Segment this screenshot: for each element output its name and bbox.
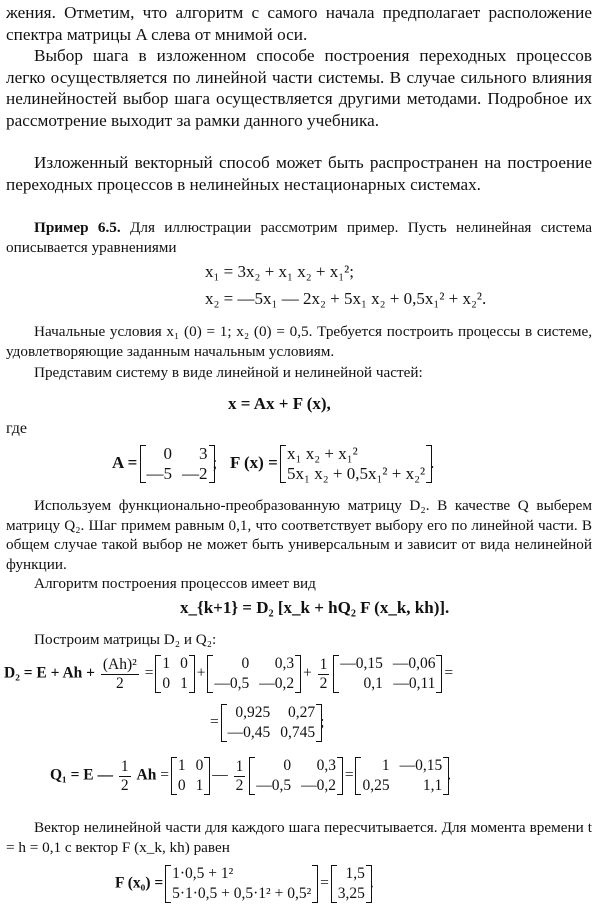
paragraph-9: Вектор нелинейной части для каждого шага пересчитывается. Для момента времени t = h = 0,1 с вектор F (x_k, kh) равен: [6, 819, 592, 856]
Q1-result-matrix: 1 —0,15 0,25 1,1: [357, 756, 447, 796]
identity-matrix: 1 0 0 1: [157, 654, 193, 694]
fraction-Ah2: $\frac{\text{(Ah)²}}{2}$: [102, 655, 137, 692]
F-label: F (x) =: [230, 452, 278, 472]
equation-Fx0: F (x₀) = 1·0,5 + 1² 5·1·0,5 + 0,5·1² + 0,5² = 1,5 3,25 .: [115, 865, 374, 902]
equation-3: x = Ax + F (x),: [228, 394, 331, 413]
equation-1: x₁ = 3x₂ + x₁ x₂ + x₁²;: [205, 262, 354, 281]
Ah2-matrix: —0,15 —0,06 0,1 —0,11: [335, 654, 440, 694]
paragraph-4: Начальные условия x₁ (0) = 1; x₂ (0) = 0,5. Требуется построить процессы в системе, удовлетворяющие заданным начальным условиям.: [6, 323, 592, 360]
where-label: где: [6, 420, 28, 437]
paragraph-1: жения. Отметим, что алгоритм с самого начала предполагает расположение спектра матрицы A слева от мнимой оси.: [6, 3, 592, 44]
paragraph-8: Построим матрицы D₂ и Q₂:: [34, 631, 217, 648]
A-matrix: 0 3 —5 —2: [142, 444, 213, 484]
paragraph-3: Изложенный векторный способ может быть распространен на построение переходных процессов в нелинейных нестационарных системах.: [6, 153, 592, 194]
paragraph-5: Представим систему в виде линейной и нелинейной частей:: [34, 364, 423, 381]
equation-4: x_{k+1} = D₂ [x_k + hQ₂ F (x_k, kh)].: [180, 598, 450, 617]
equation-A-F: A = 0 3 —5 —2 ; F (x) = x₁ x₂ + x₁² 5x₁ x₂ + 0,5x₁² + x₂² .: [112, 444, 435, 483]
Ah-matrix: 0 0,3 —0,5 —0,2: [209, 654, 299, 694]
Fx0-result-matrix: 1,5 3,25: [333, 864, 370, 904]
equation-D2: D₂ = E + Ah + $\frac{\text{(Ah)²}}{2}$ = 1 0 0 1 + 0 0,3 —0,5 —0,2 + $\frac{1}{2}$ —0,15 —0,06 0,1 —0,11 =: [4, 655, 454, 692]
Fx0-matrix: 1·0,5 + 1² 5·1·0,5 + 0,5·1² + 0,5²: [167, 864, 316, 904]
equation-2: x₂ = —5x₁ — 2x₂ + 5x₁ x₂ + 0,5x₁² + x₂².: [205, 289, 487, 308]
example-label: Пример 6.5.: [34, 219, 121, 236]
equation-D2-result: = 0,925 0,27 —0,45 0,745 ;: [210, 704, 325, 741]
equation-Q1: Q₁ = E — $\frac{1}{2}$ Ah = 1 0 0 1 — $\frac{1}{2}$ 0 0,3 —0,5 —0,2 = 1 —0,15 0,25 1,1 .: [50, 757, 452, 794]
F-matrix: x₁ x₂ + x₁² 5x₁ x₂ + 0,5x₁² + x₂²: [282, 444, 430, 484]
Ah-matrix-2: 0 0,3 —0,5 —0,2: [251, 756, 341, 796]
A-label: A =: [112, 452, 138, 472]
paragraph-2: Выбор шага в изложенном способе построения переходных процессов легко осуществляется по линейной части системы. В случае сильного влияния нелинейностей выбор шага осуществляется другими методами. Подробное их рассмотрение выходит за рамки данного учебника.: [6, 46, 592, 130]
paragraph-6: Используем функционально-преобразованную матрицу D₂. В качестве Q выберем матрицу Q₂. Шаг примем равным 0,1, что соответствует выбору его по линейной части. В общем случае такой выбор не может быть универсальным и зависит от вида нелинейной функции.: [6, 497, 592, 573]
identity-matrix-2: 1 0 0 1: [173, 756, 209, 796]
fraction-half: $\frac{1}{2}$: [319, 655, 328, 692]
example-text: Для иллюстрации рассмотрим пример. Пусть нелинейная система описывается уравнениями: [6, 219, 592, 256]
example-paragraph: [6, 218, 592, 257]
D2-result-matrix: 0,925 0,27 —0,45 0,745: [223, 703, 321, 743]
paragraph-7: Алгоритм построения процессов имеет вид: [34, 575, 316, 592]
